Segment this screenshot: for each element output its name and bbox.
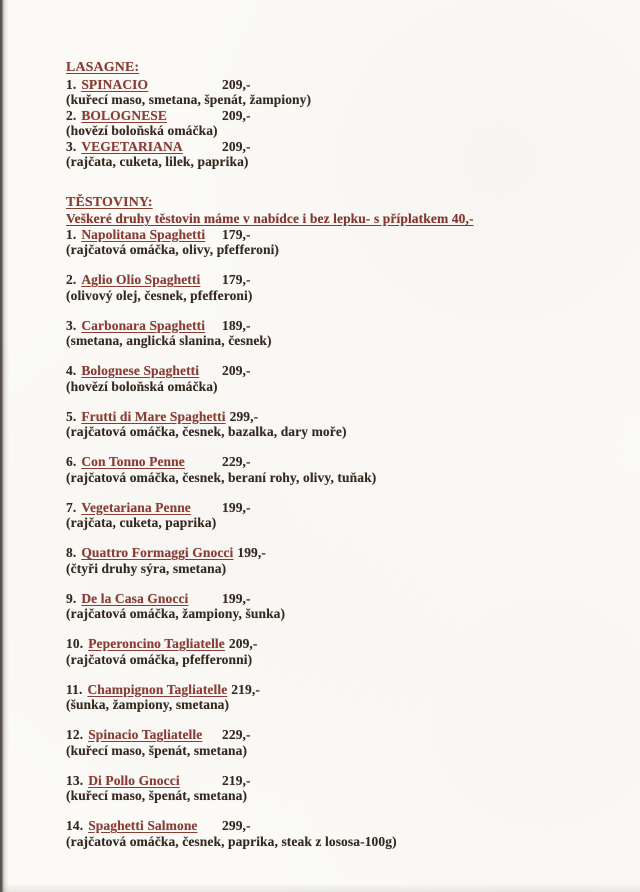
item-name: SPINACIO	[81, 76, 149, 92]
item-price: 209,-	[222, 107, 251, 123]
item-number: 5.	[66, 408, 77, 424]
item-name-wrap	[66, 108, 218, 124]
menu-item	[66, 727, 620, 758]
item-line	[66, 108, 620, 124]
item-line	[66, 318, 620, 334]
item-number: 1.	[66, 76, 77, 92]
item-description: (hovězí boloňská omáčka)	[66, 378, 218, 394]
menu-item	[66, 773, 620, 804]
menu-section	[66, 60, 620, 170]
item-number: 13.	[66, 772, 84, 788]
item-name: Frutti di Mare Spaghetti	[81, 408, 226, 424]
item-name: Bolognese Spaghetti	[81, 363, 200, 378]
item-line	[66, 272, 620, 288]
item-name: BOLOGNESE	[81, 107, 168, 123]
item-description: (rajčata, cuketa, lilek, paprika)	[66, 154, 249, 169]
item-line	[66, 227, 620, 243]
section-note: Veškeré druhy těstovin máme v nabídce i bez lepku- s příplatkem 40,-	[66, 211, 474, 226]
item-price: 199,-	[222, 590, 251, 606]
item-number: 7.	[66, 499, 77, 515]
item-number: 12.	[66, 727, 84, 742]
item-price: 209,-	[222, 76, 251, 92]
item-name-wrap	[66, 500, 218, 516]
item-description: (rajčata, cuketa, paprika)	[66, 515, 217, 530]
menu-item	[66, 545, 620, 576]
item-number: 4.	[66, 363, 77, 378]
item-name: Quattro Formaggi Gnocci	[81, 545, 234, 560]
menu-item	[66, 636, 620, 667]
item-description: (smetana, anglická slanina, česnek)	[66, 333, 272, 348]
item-description: (olivový olej, česnek, pfefferoni)	[66, 287, 253, 303]
item-description: (rajčatová omáčka, česnek, beraní rohy, olivy, tuňak)	[66, 469, 377, 485]
item-line	[66, 636, 620, 652]
item-price: 199,-	[222, 499, 251, 515]
item-name-wrap	[66, 682, 227, 698]
item-description: (kuřecí maso, smetana, špenát, žampiony)	[66, 92, 312, 107]
item-price: 179,-	[222, 272, 251, 287]
item-description: (hovězí boloňská omáčka)	[66, 123, 218, 138]
menu-item	[66, 500, 620, 531]
item-name: Carbonara Spaghetti	[81, 317, 206, 333]
item-price: 209,-	[222, 138, 251, 154]
item-price: 299,-	[229, 408, 259, 424]
item-name-wrap	[66, 272, 218, 288]
item-line	[66, 773, 620, 789]
item-name-wrap	[66, 77, 218, 93]
item-number: 3.	[66, 317, 77, 333]
item-number: 10.	[66, 636, 84, 651]
item-name-wrap	[66, 773, 218, 789]
item-line	[66, 139, 620, 155]
item-name: Champignon Tagliatelle	[87, 681, 228, 697]
item-number: 14.	[66, 818, 84, 833]
item-number: 11.	[66, 681, 83, 697]
item-number: 3.	[66, 138, 77, 154]
item-line	[66, 591, 620, 607]
item-line	[66, 363, 620, 379]
menu-section	[66, 195, 620, 850]
item-name-wrap	[66, 139, 218, 155]
item-description: (rajčatová omáčka, česnek, paprika, steak z lososa-100g)	[66, 833, 397, 849]
item-name: Spinacio Tagliatelle	[88, 727, 203, 742]
menu-item	[66, 139, 620, 170]
item-name-wrap	[66, 636, 225, 652]
item-name: Vegetariana Penne	[81, 499, 191, 515]
item-name: De la Casa Gnocci	[81, 590, 189, 606]
menu-item	[66, 77, 620, 108]
menu-item	[66, 318, 620, 349]
item-name-wrap	[66, 591, 218, 607]
item-description: (rajčatová omáčka, česnek, bazalka, dary moře)	[66, 424, 347, 439]
item-price: 219,-	[231, 681, 260, 697]
menu-item	[66, 409, 620, 440]
item-line	[66, 454, 620, 470]
item-price: 219,-	[222, 772, 251, 788]
item-list	[66, 77, 620, 170]
item-name-wrap	[66, 227, 218, 243]
item-name-wrap	[66, 363, 218, 379]
menu-item	[66, 108, 620, 139]
item-number: 9.	[66, 590, 77, 606]
item-name: Peperoncino Tagliatelle	[88, 636, 225, 651]
item-name-wrap	[66, 454, 218, 470]
item-price: 189,-	[222, 317, 251, 333]
item-name: Napolitana Spaghetti	[81, 226, 206, 242]
menu-item	[66, 591, 620, 622]
item-name: Con Tonno Penne	[81, 454, 185, 469]
item-line	[66, 727, 620, 743]
item-price: 209,-	[222, 363, 251, 378]
item-line	[66, 409, 620, 425]
item-description: (kuřecí maso, špenát, smetana)	[66, 742, 248, 758]
item-number: 2.	[66, 107, 77, 123]
item-description: (rajčatová omáčka, žampiony, šunka)	[66, 606, 286, 621]
item-description: (rajčatová omáčka, olivy, pfefferoni)	[66, 242, 280, 257]
item-name-wrap	[66, 409, 226, 425]
item-description: (rajčatová omáčka, pfefferonni)	[66, 651, 253, 667]
item-price: 199,-	[237, 545, 266, 560]
item-price: 299,-	[222, 818, 251, 833]
item-number: 8.	[66, 545, 77, 560]
item-price: 229,-	[222, 727, 251, 742]
section-title: LASAGNE:	[66, 60, 140, 75]
item-name: Spaghetti Salmone	[88, 818, 198, 833]
item-list	[66, 227, 620, 850]
item-name-wrap	[66, 818, 218, 834]
item-price: 209,-	[228, 636, 258, 651]
item-price: 179,-	[222, 226, 251, 242]
menu-item	[66, 227, 620, 258]
item-line	[66, 545, 620, 561]
item-line	[66, 682, 620, 698]
menu-item	[66, 272, 620, 303]
item-name: Aglio Olio Spaghetti	[81, 272, 201, 287]
item-price: 229,-	[222, 454, 251, 469]
item-name-wrap	[66, 318, 218, 334]
menu-item	[66, 818, 620, 849]
section-title: TĚSTOVINY:	[66, 194, 153, 210]
menu-item	[66, 363, 620, 394]
item-number: 6.	[66, 454, 77, 469]
item-line	[66, 77, 620, 93]
item-name: Di Pollo Gnocci	[88, 772, 180, 788]
item-name-wrap	[66, 545, 233, 561]
item-description: (čtyři druhy sýra, smetana)	[66, 560, 227, 576]
scan-left-edge-artifact	[0, 0, 9, 892]
item-number: 2.	[66, 272, 77, 287]
menu-item	[66, 682, 620, 713]
item-description: (kuřecí maso, špenát, smetana)	[66, 788, 248, 803]
item-line	[66, 500, 620, 516]
item-number: 1.	[66, 226, 77, 242]
menu-item	[66, 454, 620, 485]
item-line	[66, 818, 620, 834]
menu-content	[66, 60, 620, 864]
item-description: (šunka, žampiony, smetana)	[66, 697, 230, 712]
item-name: VEGETARIANA	[81, 138, 183, 154]
item-name-wrap	[66, 727, 218, 743]
scan-bottom-edge-artifact	[0, 883, 640, 892]
